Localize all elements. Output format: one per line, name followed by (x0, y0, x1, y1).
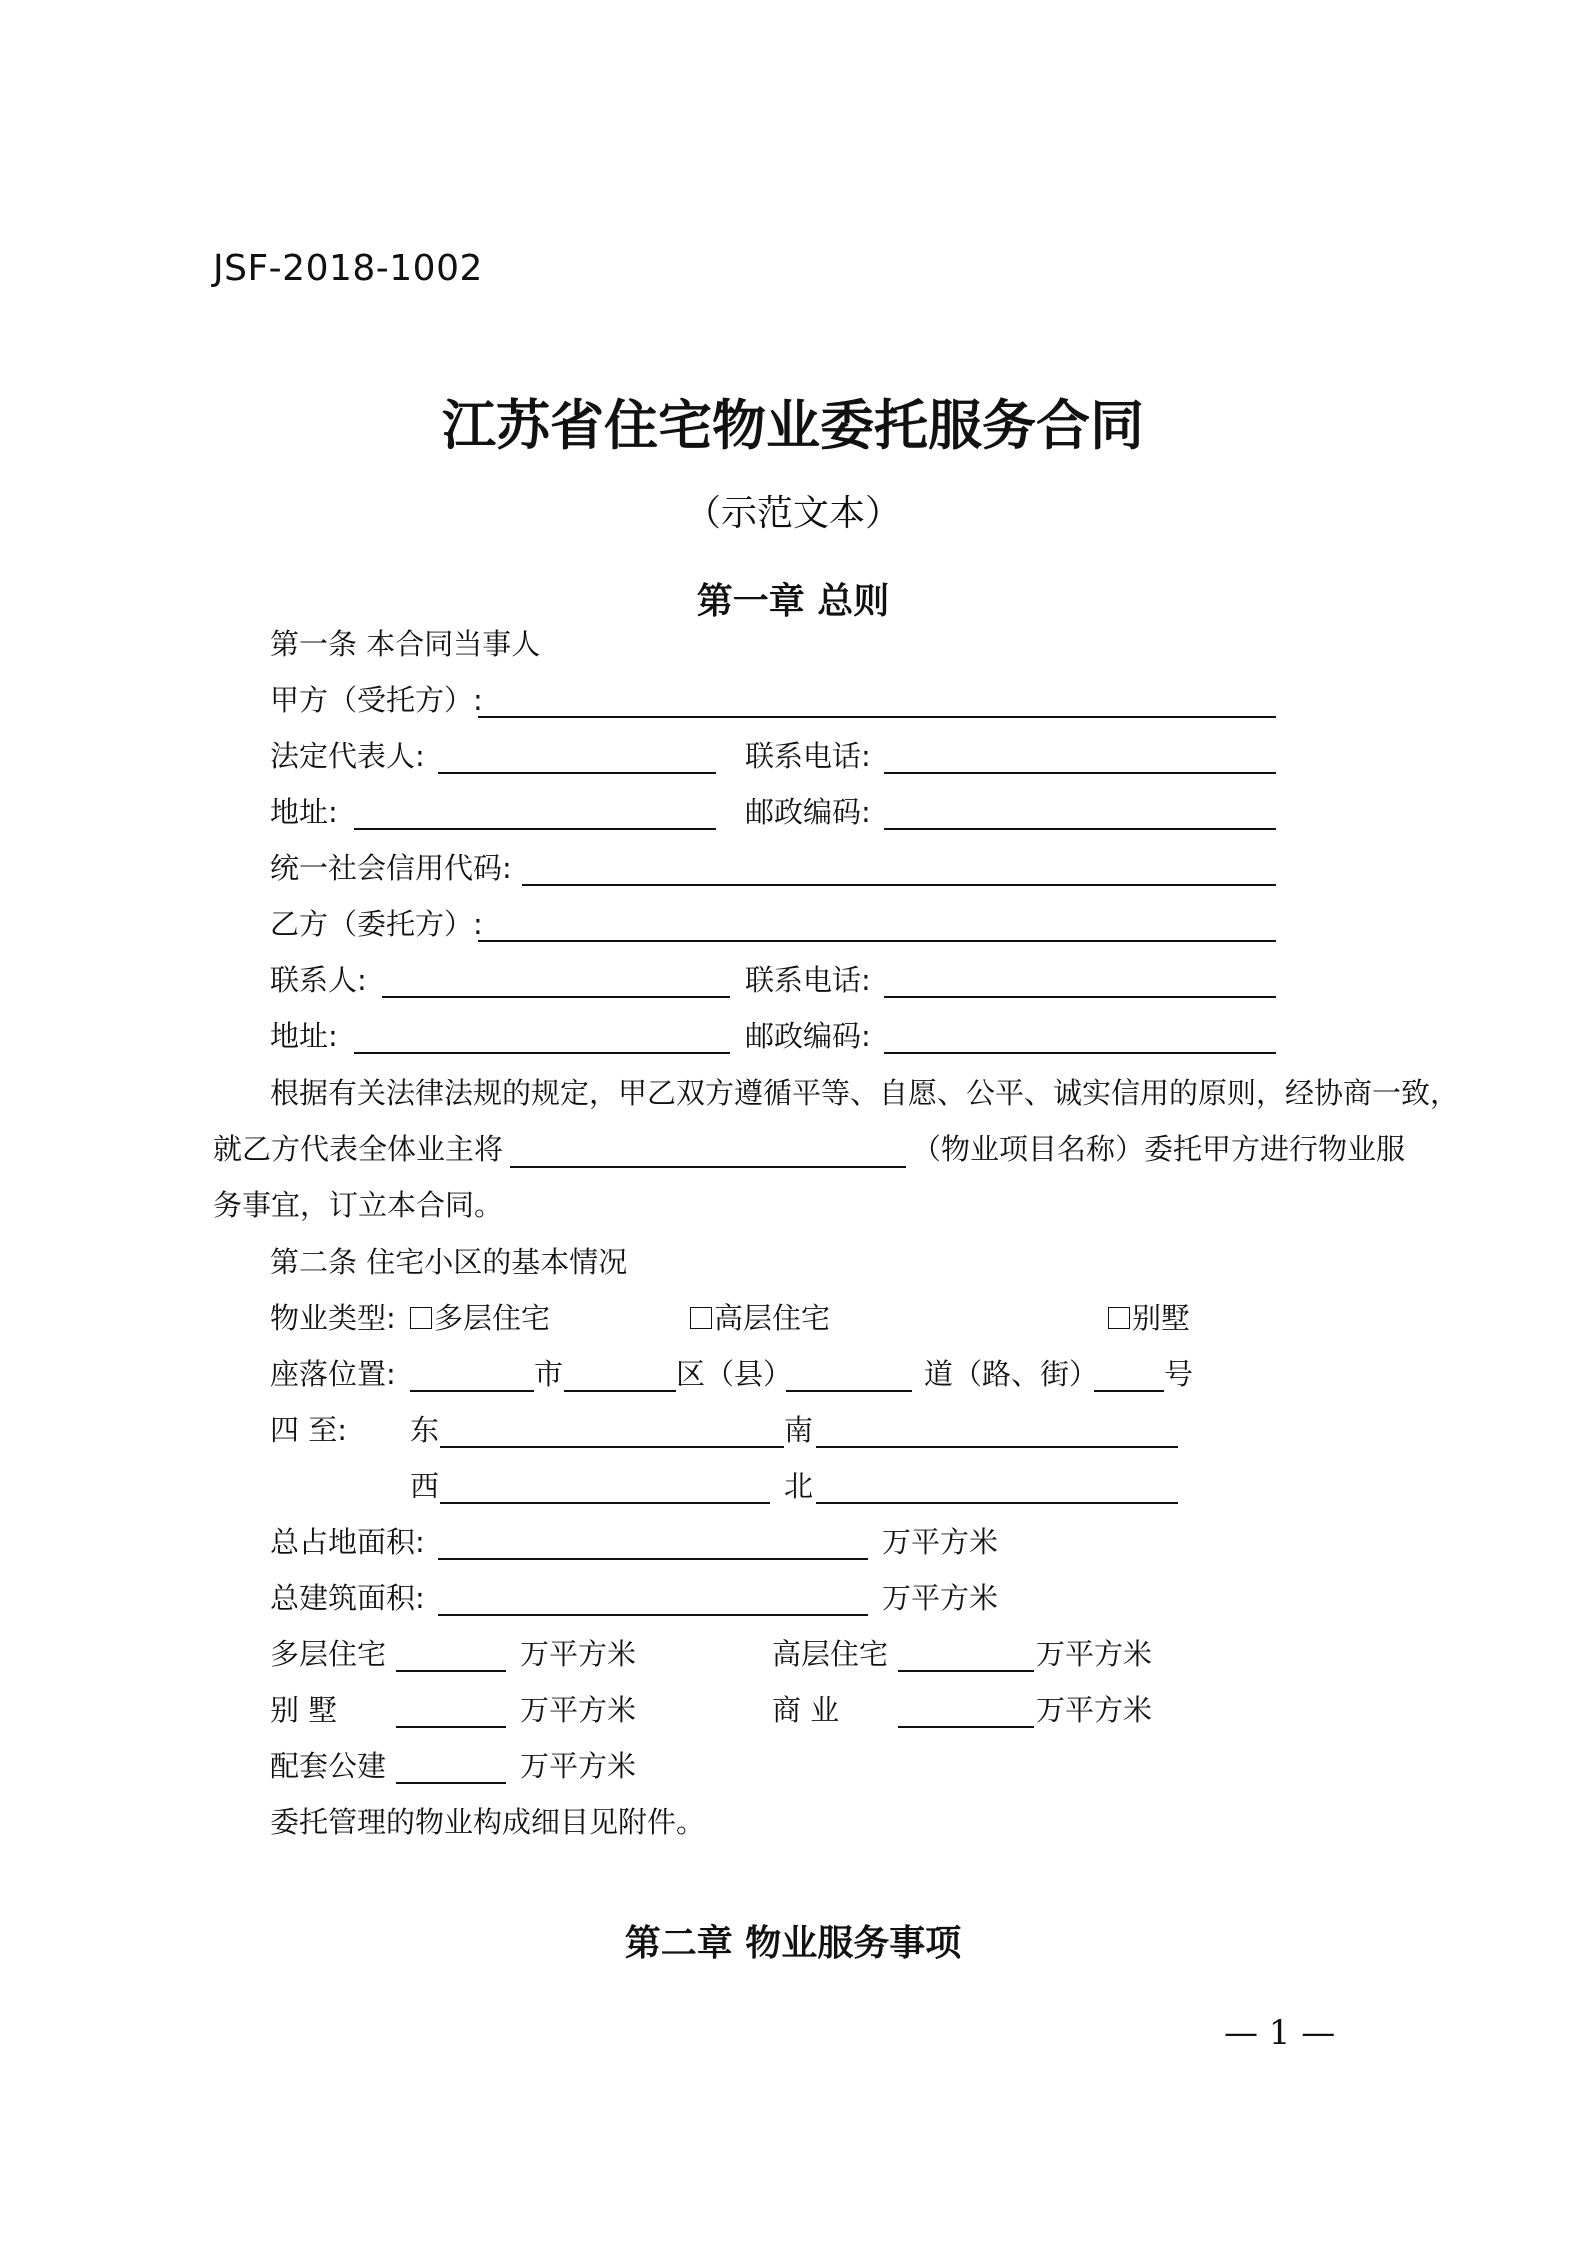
build-area-label: 总建筑面积: (270, 1581, 425, 1615)
north-label: 北 (784, 1469, 814, 1503)
article-two-heading: 第二条 住宅小区的基本情况 (270, 1245, 628, 1279)
annex-note: 委托管理的物业构成细目见附件。 (270, 1805, 706, 1839)
party-b-label: 乙方（委托方）: (270, 907, 483, 941)
south-field[interactable] (816, 1446, 1178, 1448)
party-a-phone-label: 联系电话: (745, 739, 871, 773)
east-label: 东 (410, 1413, 440, 1447)
legal-rep-field[interactable] (438, 772, 716, 774)
project-name-field[interactable] (510, 1166, 906, 1168)
multi-storey-field[interactable] (396, 1670, 506, 1672)
high-rise-unit: 万平方米 (1036, 1637, 1153, 1671)
high-rise-label: 高层住宅 (772, 1637, 889, 1671)
party-a-postcode-field[interactable] (884, 828, 1276, 830)
commerce-unit: 万平方米 (1036, 1693, 1153, 1727)
location-label: 座落位置: (270, 1357, 396, 1391)
number-field[interactable] (1094, 1390, 1164, 1392)
multi-storey-unit: 万平方米 (520, 1637, 637, 1671)
district-label: 区（县） (676, 1357, 793, 1391)
chapter-one-heading: 第一章 总则 (696, 581, 890, 622)
paragraph-line-2-end: （物业项目名称）委托甲方进行物业服 (912, 1132, 1406, 1166)
credit-code-label: 统一社会信用代码: (270, 851, 512, 885)
chapter-two-heading: 第二章 物业服务事项 (624, 1923, 962, 1964)
party-a-phone-field[interactable] (884, 772, 1276, 774)
contact-field[interactable] (382, 996, 730, 998)
east-field[interactable] (440, 1446, 784, 1448)
document-code: JSF-2018-1002 (213, 248, 483, 289)
west-field[interactable] (440, 1502, 770, 1504)
high-rise-field[interactable] (898, 1670, 1034, 1672)
checkbox-icon (1108, 1307, 1130, 1329)
party-a-postcode-label: 邮政编码: (745, 795, 871, 829)
paragraph-line-1: 根据有关法律法规的规定，甲乙双方遵循平等、自愿、公平、诚实信用的原则，经协商一致， (270, 1076, 1460, 1110)
party-b-address-field[interactable] (354, 1052, 730, 1054)
build-area-field[interactable] (438, 1614, 868, 1616)
commerce-field[interactable] (898, 1726, 1034, 1728)
public-facility-field[interactable] (396, 1782, 506, 1784)
road-label: 道（路、街） (924, 1357, 1099, 1391)
villa-label: 别 墅 (270, 1693, 338, 1727)
public-facility-unit: 万平方米 (520, 1749, 637, 1783)
legal-rep-label: 法定代表人: (270, 739, 425, 773)
party-b-address-label: 地址: (270, 1019, 338, 1053)
party-b-phone-label: 联系电话: (745, 963, 871, 997)
four-bounds-label: 四 至: (270, 1413, 347, 1447)
west-label: 西 (410, 1469, 440, 1503)
party-b-postcode-label: 邮政编码: (745, 1019, 871, 1053)
party-a-field[interactable] (478, 716, 1276, 718)
north-field[interactable] (816, 1502, 1178, 1504)
villa-field[interactable] (396, 1726, 506, 1728)
property-type-label: 物业类型: (270, 1301, 396, 1335)
south-label: 南 (784, 1413, 814, 1447)
document-subtitle: （示范文本） (684, 493, 901, 534)
city-label: 市 (534, 1357, 564, 1391)
page-number: — 1 — (1224, 2013, 1336, 2053)
city-field[interactable] (410, 1390, 534, 1392)
checkbox-icon (410, 1307, 432, 1329)
type-option-villa[interactable]: 别墅 (1108, 1298, 1190, 1338)
land-area-label: 总占地面积: (270, 1525, 425, 1559)
type-option-multi[interactable]: 多层住宅 (410, 1298, 550, 1338)
land-area-unit: 万平方米 (882, 1525, 999, 1559)
district-field[interactable] (564, 1390, 676, 1392)
number-label: 号 (1164, 1357, 1194, 1391)
article-one-heading: 第一条 本合同当事人 (270, 627, 541, 661)
villa-unit: 万平方米 (520, 1693, 637, 1727)
party-b-postcode-field[interactable] (884, 1052, 1276, 1054)
party-a-address-label: 地址: (270, 795, 338, 829)
commerce-label: 商 业 (772, 1693, 840, 1727)
public-facility-label: 配套公建 (270, 1749, 387, 1783)
party-b-phone-field[interactable] (884, 996, 1276, 998)
road-field[interactable] (786, 1390, 912, 1392)
party-a-address-field[interactable] (354, 828, 716, 830)
paragraph-line-2-start: 就乙方代表全体业主将 (213, 1132, 504, 1166)
paragraph-line-3: 务事宜，订立本合同。 (213, 1188, 504, 1222)
credit-code-field[interactable] (522, 884, 1276, 886)
party-b-field[interactable] (478, 940, 1276, 942)
type-option-high[interactable]: 高层住宅 (690, 1298, 830, 1338)
multi-storey-label: 多层住宅 (270, 1637, 387, 1671)
contact-label: 联系人: (270, 963, 367, 997)
checkbox-icon (690, 1307, 712, 1329)
document-title: 江苏省住宅物业委托服务合同 (442, 394, 1144, 457)
party-a-label: 甲方（受托方）: (270, 683, 483, 717)
build-area-unit: 万平方米 (882, 1581, 999, 1615)
land-area-field[interactable] (438, 1558, 868, 1560)
